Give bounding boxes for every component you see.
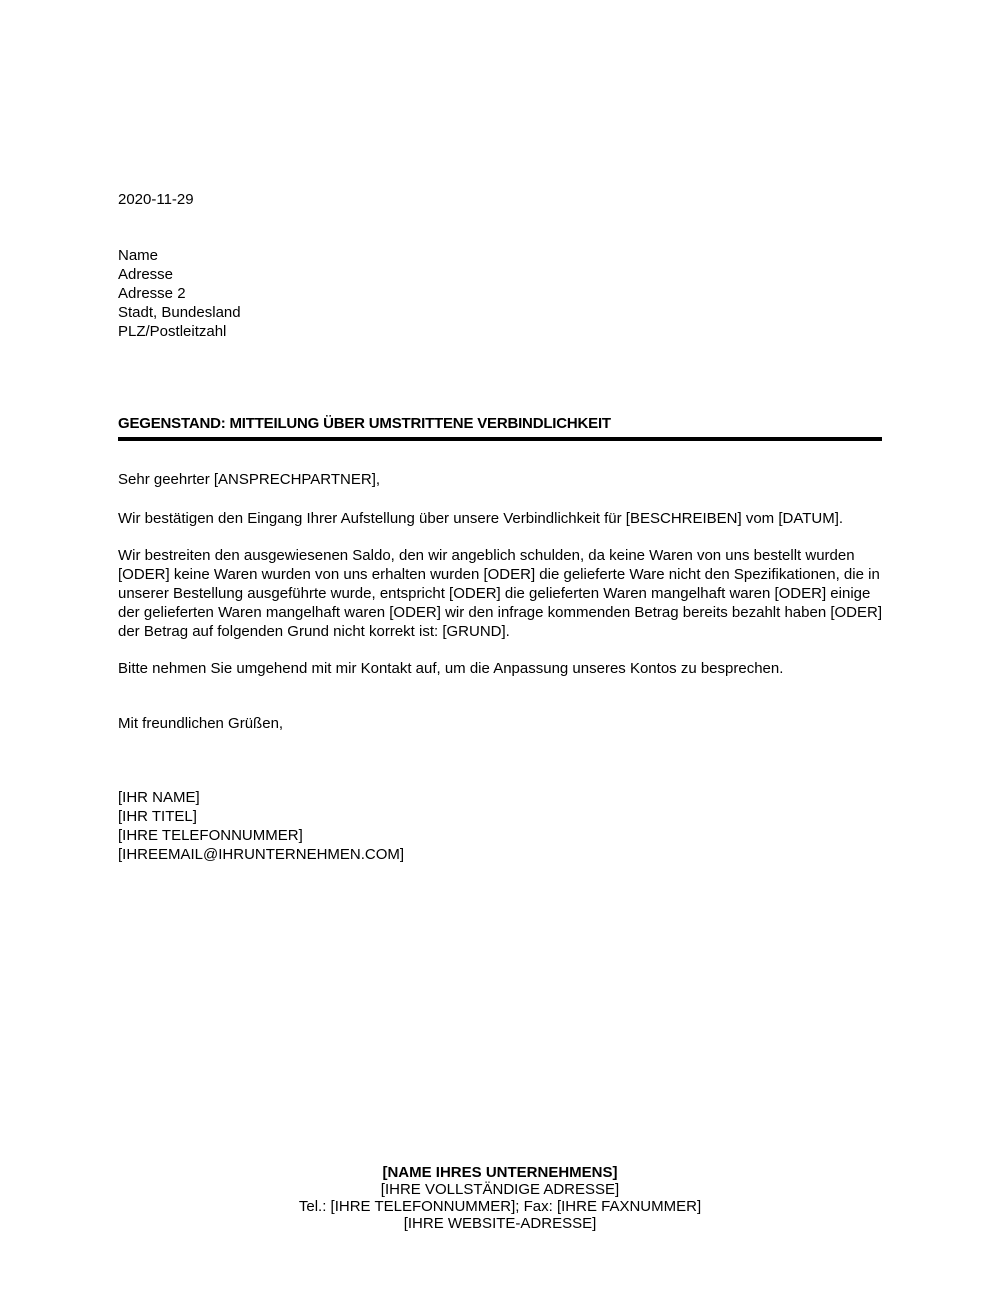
signature-name: [IHR NAME] xyxy=(118,789,200,806)
recipient-address-block xyxy=(118,246,882,341)
body-paragraph-2: Wir bestreiten den ausgewiesenen Saldo, den wir angeblich schulden, da keine Waren von uns bestellt wurden [ODER] keine Waren wurden von uns erhalten wurden [ODER] die gelieferte Ware nicht den Spezifikationen, die in unserer Bestellung ausgeführte wurde, entspricht [ODER] die gelieferten Waren mangelhaft waren [ODER] einige der gelieferten Waren mangelhaft waren [ODER] wir den infrage kommenden Betrag bereits bezahlt haben [ODER] der Betrag auf folgenden Grund nicht korrekt ist: [GRUND]. xyxy=(118,547,883,640)
body-paragraph-1: Wir bestätigen den Eingang Ihrer Aufstellung über unsere Verbindlichkeit für [BESCHREIBEN] vom [DATUM]. xyxy=(118,510,844,527)
letter-footer xyxy=(0,1164,1000,1232)
signature-block xyxy=(118,788,882,864)
signature-title: [IHR TITEL] xyxy=(118,808,197,825)
recipient-address: Adresse xyxy=(118,266,174,283)
recipient-city-state: Stadt, Bundesland xyxy=(118,304,241,321)
subject-heading: GEGENSTAND: MITTEILUNG ÜBER UMSTRITTENE VERBINDLICHKEIT xyxy=(118,415,611,432)
footer-website: [IHRE WEBSITE-ADRESSE] xyxy=(403,1215,597,1232)
subject-divider-rule xyxy=(118,437,882,441)
signature-phone: [IHRE TELEFONNUMMER] xyxy=(118,827,303,844)
footer-company-address: [IHRE VOLLSTÄNDIGE ADRESSE] xyxy=(380,1181,620,1198)
recipient-address-2: Adresse 2 xyxy=(118,285,186,302)
footer-phone-fax: Tel.: [IHRE TELEFONNUMMER]; Fax: [IHRE FAXNUMMER] xyxy=(298,1198,702,1215)
body-paragraph-3: Bitte nehmen Sie umgehend mit mir Kontakt auf, um die Anpassung unseres Kontos zu besprechen. xyxy=(118,660,784,677)
closing-phrase: Mit freundlichen Grüßen, xyxy=(118,715,284,732)
footer-company-name: [NAME IHRES UNTERNEHMENS] xyxy=(382,1164,618,1181)
letter-date: 2020-11-29 xyxy=(118,191,194,208)
signature-email: [IHREEMAIL@IHRUNTERNEHMEN.COM] xyxy=(118,846,405,863)
salutation: Sehr geehrter [ANSPRECHPARTNER], xyxy=(118,471,381,488)
recipient-postal-code: PLZ/Postleitzahl xyxy=(118,323,227,340)
recipient-name: Name xyxy=(118,247,159,264)
